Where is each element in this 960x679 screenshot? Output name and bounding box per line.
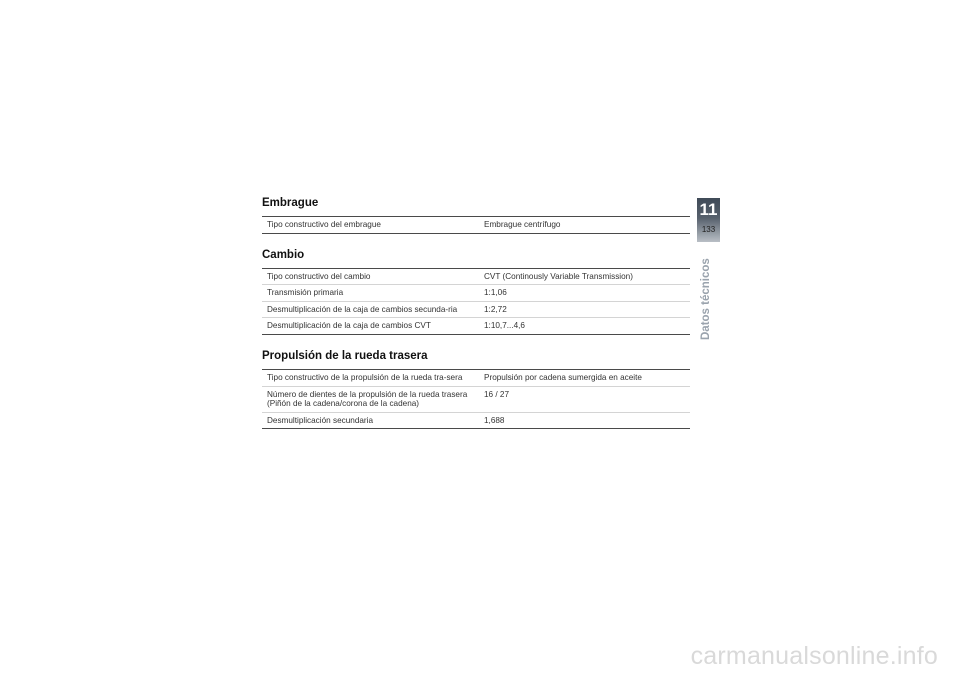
row-value: 1,688 — [484, 415, 505, 425]
chapter-tab — [697, 198, 720, 242]
spec-table — [262, 369, 690, 429]
table-row — [262, 269, 690, 285]
section-embrague — [262, 196, 690, 234]
row-value: Embrague centrífugo — [484, 220, 561, 229]
table-row — [262, 284, 690, 301]
table-row — [262, 370, 690, 386]
watermark: carmanualsonline.info — [690, 642, 938, 670]
row-label: Desmultiplicación secundaria — [267, 415, 374, 425]
section-title: Cambio — [262, 248, 305, 261]
row-value: 1:1,06 — [484, 288, 507, 298]
section-title: Propulsión de la rueda trasera — [262, 349, 428, 362]
row-label: Desmultiplicación de la caja de cambios CVT — [267, 321, 431, 331]
spec-table — [262, 268, 690, 335]
row-value: CVT (Continously Variable Transmission) — [484, 271, 633, 281]
spec-content — [262, 196, 690, 443]
table-row — [262, 317, 690, 334]
chapter-title: Datos técnicos — [700, 258, 712, 340]
spec-table — [262, 216, 690, 234]
row-label: Tipo constructivo del cambio — [267, 271, 371, 281]
table-row — [262, 217, 690, 233]
page-number: 133 — [701, 225, 716, 234]
table-row — [262, 386, 690, 412]
row-value: 1:10,7...4,6 — [484, 321, 525, 331]
table-row — [262, 412, 690, 429]
row-label: Tipo constructivo de la propulsión de la rueda tra-sera — [267, 372, 463, 382]
section-title: Embrague — [262, 197, 319, 209]
row-value: Propulsión por cadena sumergida en aceite — [484, 372, 642, 382]
row-label: Tipo constructivo del embrague — [267, 220, 381, 229]
section-propulsion — [262, 349, 690, 429]
section-cambio — [262, 248, 690, 335]
row-label: Desmultiplicación de la caja de cambios secunda-ria — [267, 304, 458, 314]
row-value: 16 / 27 — [484, 389, 510, 399]
row-label: Transmisión primaria — [267, 288, 344, 298]
row-value: 1:2,72 — [484, 304, 507, 314]
row-label: Número de dientes de la propulsión de la rueda trasera (Piñón de la cadena/corona de la cadena) — [267, 389, 468, 409]
table-row — [262, 301, 690, 318]
chapter-number: 11 — [699, 200, 718, 219]
